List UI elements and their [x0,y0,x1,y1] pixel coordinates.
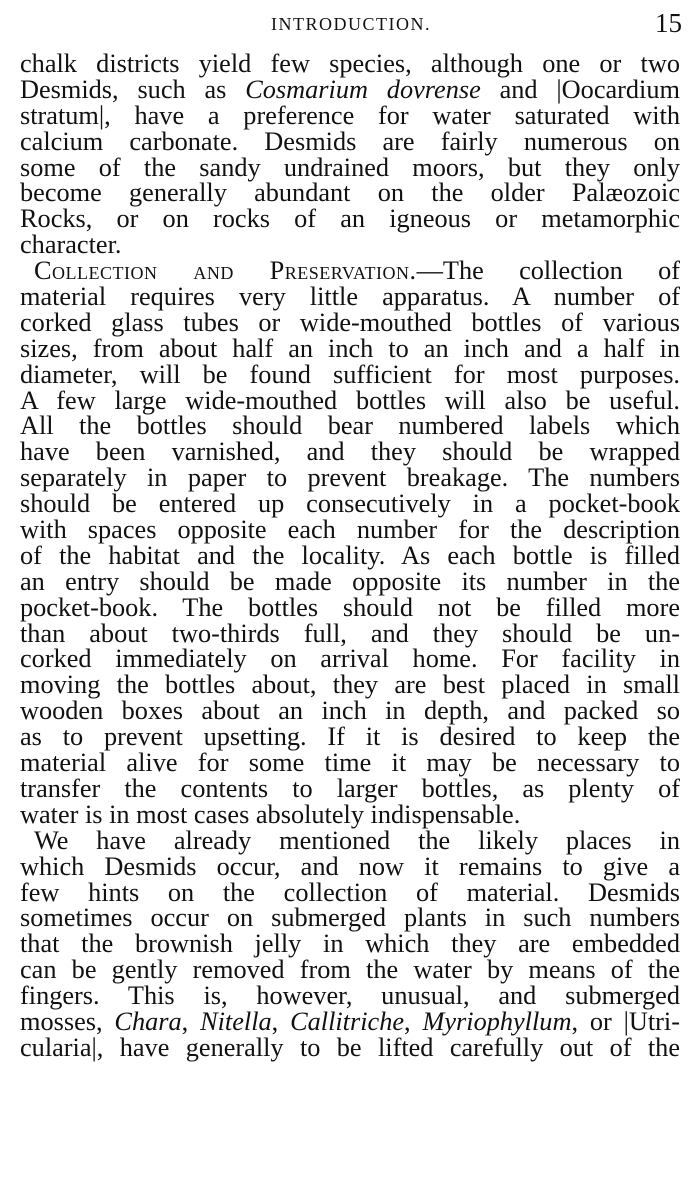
section-heading-line: Collection and Preservation.—The collection of [34,256,680,286]
page-number: 15 [655,8,682,38]
text-line: mosses, Chara, Nitella, Callitriche, Myriophyllum, or |Utri- [20,1006,680,1036]
paragraph-end-line: character. [20,230,122,260]
text-line: diameter, will be found sufficient for most purposes. [20,359,680,389]
text-line: material requires very little apparatus. A number of [20,282,680,312]
text-line: with spaces opposite each number for the description [20,515,680,545]
paragraph-start-line: We have already mentioned the likely places in [34,825,680,855]
text-line: material alive for some time it may be necessary to [20,748,680,778]
text-line: should be entered up consecutively in a pocket-book [20,489,680,519]
text-line: moving the bottles about, they are best placed in small [20,670,680,700]
text-line: sometimes occur on submerged plants in such numbers [20,903,680,933]
text-line: some of the sandy undrained moors, but they only [20,152,680,182]
text-line: become generally abundant on the older Palæozoic [20,178,680,208]
text-line: A few large wide-mouthed bottles will also be useful. [20,385,680,415]
text-line: stratum|, have a preference for water saturated with [20,100,680,130]
text-line: few hints on the collection of material. Desmids [20,877,680,907]
text-line: sizes, from about half an inch to an inch and a half in [20,333,680,363]
text-line: as to prevent upsetting. If it is desired to keep the [20,722,680,752]
text-line: can be gently removed from the water by means of the [20,955,680,985]
text-line: wooden boxes about an inch in depth, and packed so [20,696,680,726]
text-line: corked glass tubes or wide-mouthed bottles of various [20,307,680,337]
text-line: have been varnished, and they should be wrapped [20,437,680,467]
text-line: than about two-thirds full, and they should be un- [20,618,680,648]
text-line: which Desmids occur, and now it remains to give a [20,851,680,881]
text-line: chalk districts yield few species, although one or two [20,49,680,78]
text-line: calcium carbonate. Desmids are fairly numerous on [20,126,680,156]
running-head [20,8,682,42]
text-line: that the brownish jelly in which they are embedded [20,929,680,959]
text-line: transfer the contents to larger bottles, as plenty of [20,773,680,803]
text-line: pocket-book. The bottles should not be filled more [20,592,680,622]
text-line: cularia|, have generally to be lifted carefully out of the [20,1032,680,1062]
body-text [20,51,680,1061]
text-line: Rocks, or on rocks of an igneous or metamorphic [20,204,680,234]
text-line: All the bottles should bear numbered labels which [20,411,680,441]
text-line: of the habitat and the locality. As each bottle is filled [20,540,680,570]
running-title: INTRODUCTION. [271,14,431,34]
text-line: corked immediately on arrival home. For facility in [20,644,680,674]
text-line: Desmids, such as Cosmarium dovrense and |Oocardium [20,74,680,104]
paragraph-end-line: water is in most cases absolutely indispensable. [20,799,521,829]
text-line: separately in paper to prevent breakage. The numbers [20,463,680,493]
text-line: an entry should be made opposite its number in the [20,566,680,596]
text-line: fingers. This is, however, unusual, and submerged [20,981,680,1011]
